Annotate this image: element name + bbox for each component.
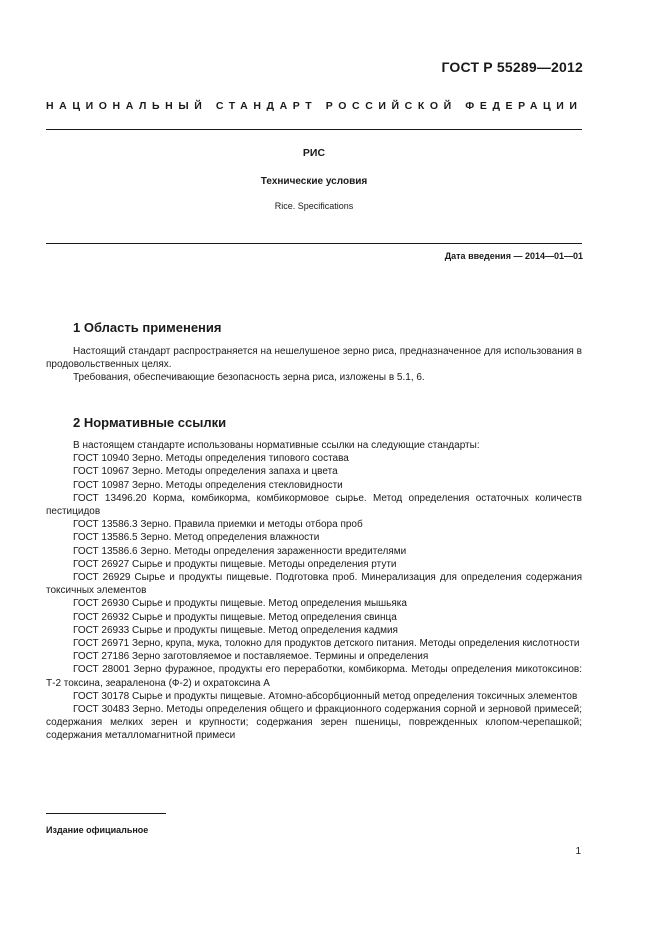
section-1-body (46, 345, 582, 385)
reference-item: ГОСТ 10967 Зерно. Методы определения запаха и цвета (73, 466, 338, 478)
reference-item: ГОСТ 26933 Сырье и продукты пищевые. Метод определения кадмия (73, 624, 398, 636)
reference-item: ГОСТ 28001 Зерно фуражное, продукты его переработки, комбикорма. Методы определения микотоксинов: Т-2 токсина, зеараленона (Ф-2) и охратоксина А (46, 664, 582, 689)
top-divider (46, 129, 582, 130)
section-1-heading: 1 Область применения (73, 320, 222, 335)
reference-item: ГОСТ 13586.5 Зерно. Метод определения влажности (73, 532, 320, 544)
reference-item: ГОСТ 10987 Зерно. Методы определения стекловидности (73, 479, 343, 491)
reference-item: ГОСТ 26929 Сырье и продукты пищевые. Подготовка проб. Минерализация для определения содержания токсичных элементов (46, 572, 582, 597)
reference-item: ГОСТ 13586.3 Зерно. Правила приемки и методы отбора проб (73, 519, 363, 531)
reference-item: ГОСТ 13586.6 Зерно. Методы определения зараженности вредителями (73, 545, 407, 557)
section-1-paragraph: Требования, обеспечивающие безопасность зерна риса, изложены в 5.1, 6. (73, 372, 425, 384)
reference-item: ГОСТ 26927 Сырье и продукты пищевые. Методы определения ртути (73, 558, 397, 570)
reference-item: ГОСТ 30483 Зерно. Методы определения общего и фракционного содержания сорной и зерновой примесей; содержания мелких зерен и крупности; содержания зерен пшеницы, поврежденных клопом-черепашкой; содержания металломагнитной примеси (46, 704, 582, 742)
page-number: 1 (575, 846, 581, 857)
national-standard-title: НАЦИОНАЛЬНЫЙ СТАНДАРТ РОССИЙСКОЙ ФЕДЕРАЦИИ (46, 100, 583, 112)
standard-english-title: Rice. Specifications (274, 201, 354, 211)
section-2-heading: 2 Нормативные ссылки (73, 415, 227, 430)
section-2-body (46, 439, 582, 743)
footer-divider (46, 813, 166, 814)
introduction-date: Дата введения — 2014—01—01 (444, 251, 583, 261)
reference-item: ГОСТ 13496.20 Корма, комбикорма, комбикормовое сырье. Метод определения остаточных количеств пестицидов (46, 492, 582, 518)
reference-item: ГОСТ 26971 Зерно, крупа, мука, толокно для продуктов детского питания. Методы определения кислотности (73, 638, 580, 650)
reference-item: ГОСТ 30178 Сырье и продукты пищевые. Атомно-абсорбционный метод определения токсичных элементов (73, 690, 578, 702)
title-divider (46, 243, 582, 244)
section-1-paragraph: Настоящий стандарт распространяется на нешелушеное зерно риса, предназначенное для использования в продовольственных целях. (46, 346, 582, 371)
reference-item: ГОСТ 26932 Сырье и продукты пищевые. Метод определения свинца (73, 611, 397, 623)
reference-item: ГОСТ 10940 Зерно. Методы определения типового состава (73, 453, 349, 465)
document-code: ГОСТ Р 55289—2012 (441, 59, 583, 75)
section-2-intro: В настоящем стандарте использованы нормативные ссылки на следующие стандарты: (73, 440, 480, 451)
official-edition-label: Издание официальное (46, 825, 149, 835)
reference-item: ГОСТ 26930 Сырье и продукты пищевые. Метод определения мышьяка (73, 598, 407, 610)
reference-item: ГОСТ 27186 Зерно заготовляемое и поставляемое. Термины и определения (73, 651, 429, 663)
standard-name: РИС (302, 147, 326, 159)
standard-subtitle: Технические условия (260, 176, 368, 187)
